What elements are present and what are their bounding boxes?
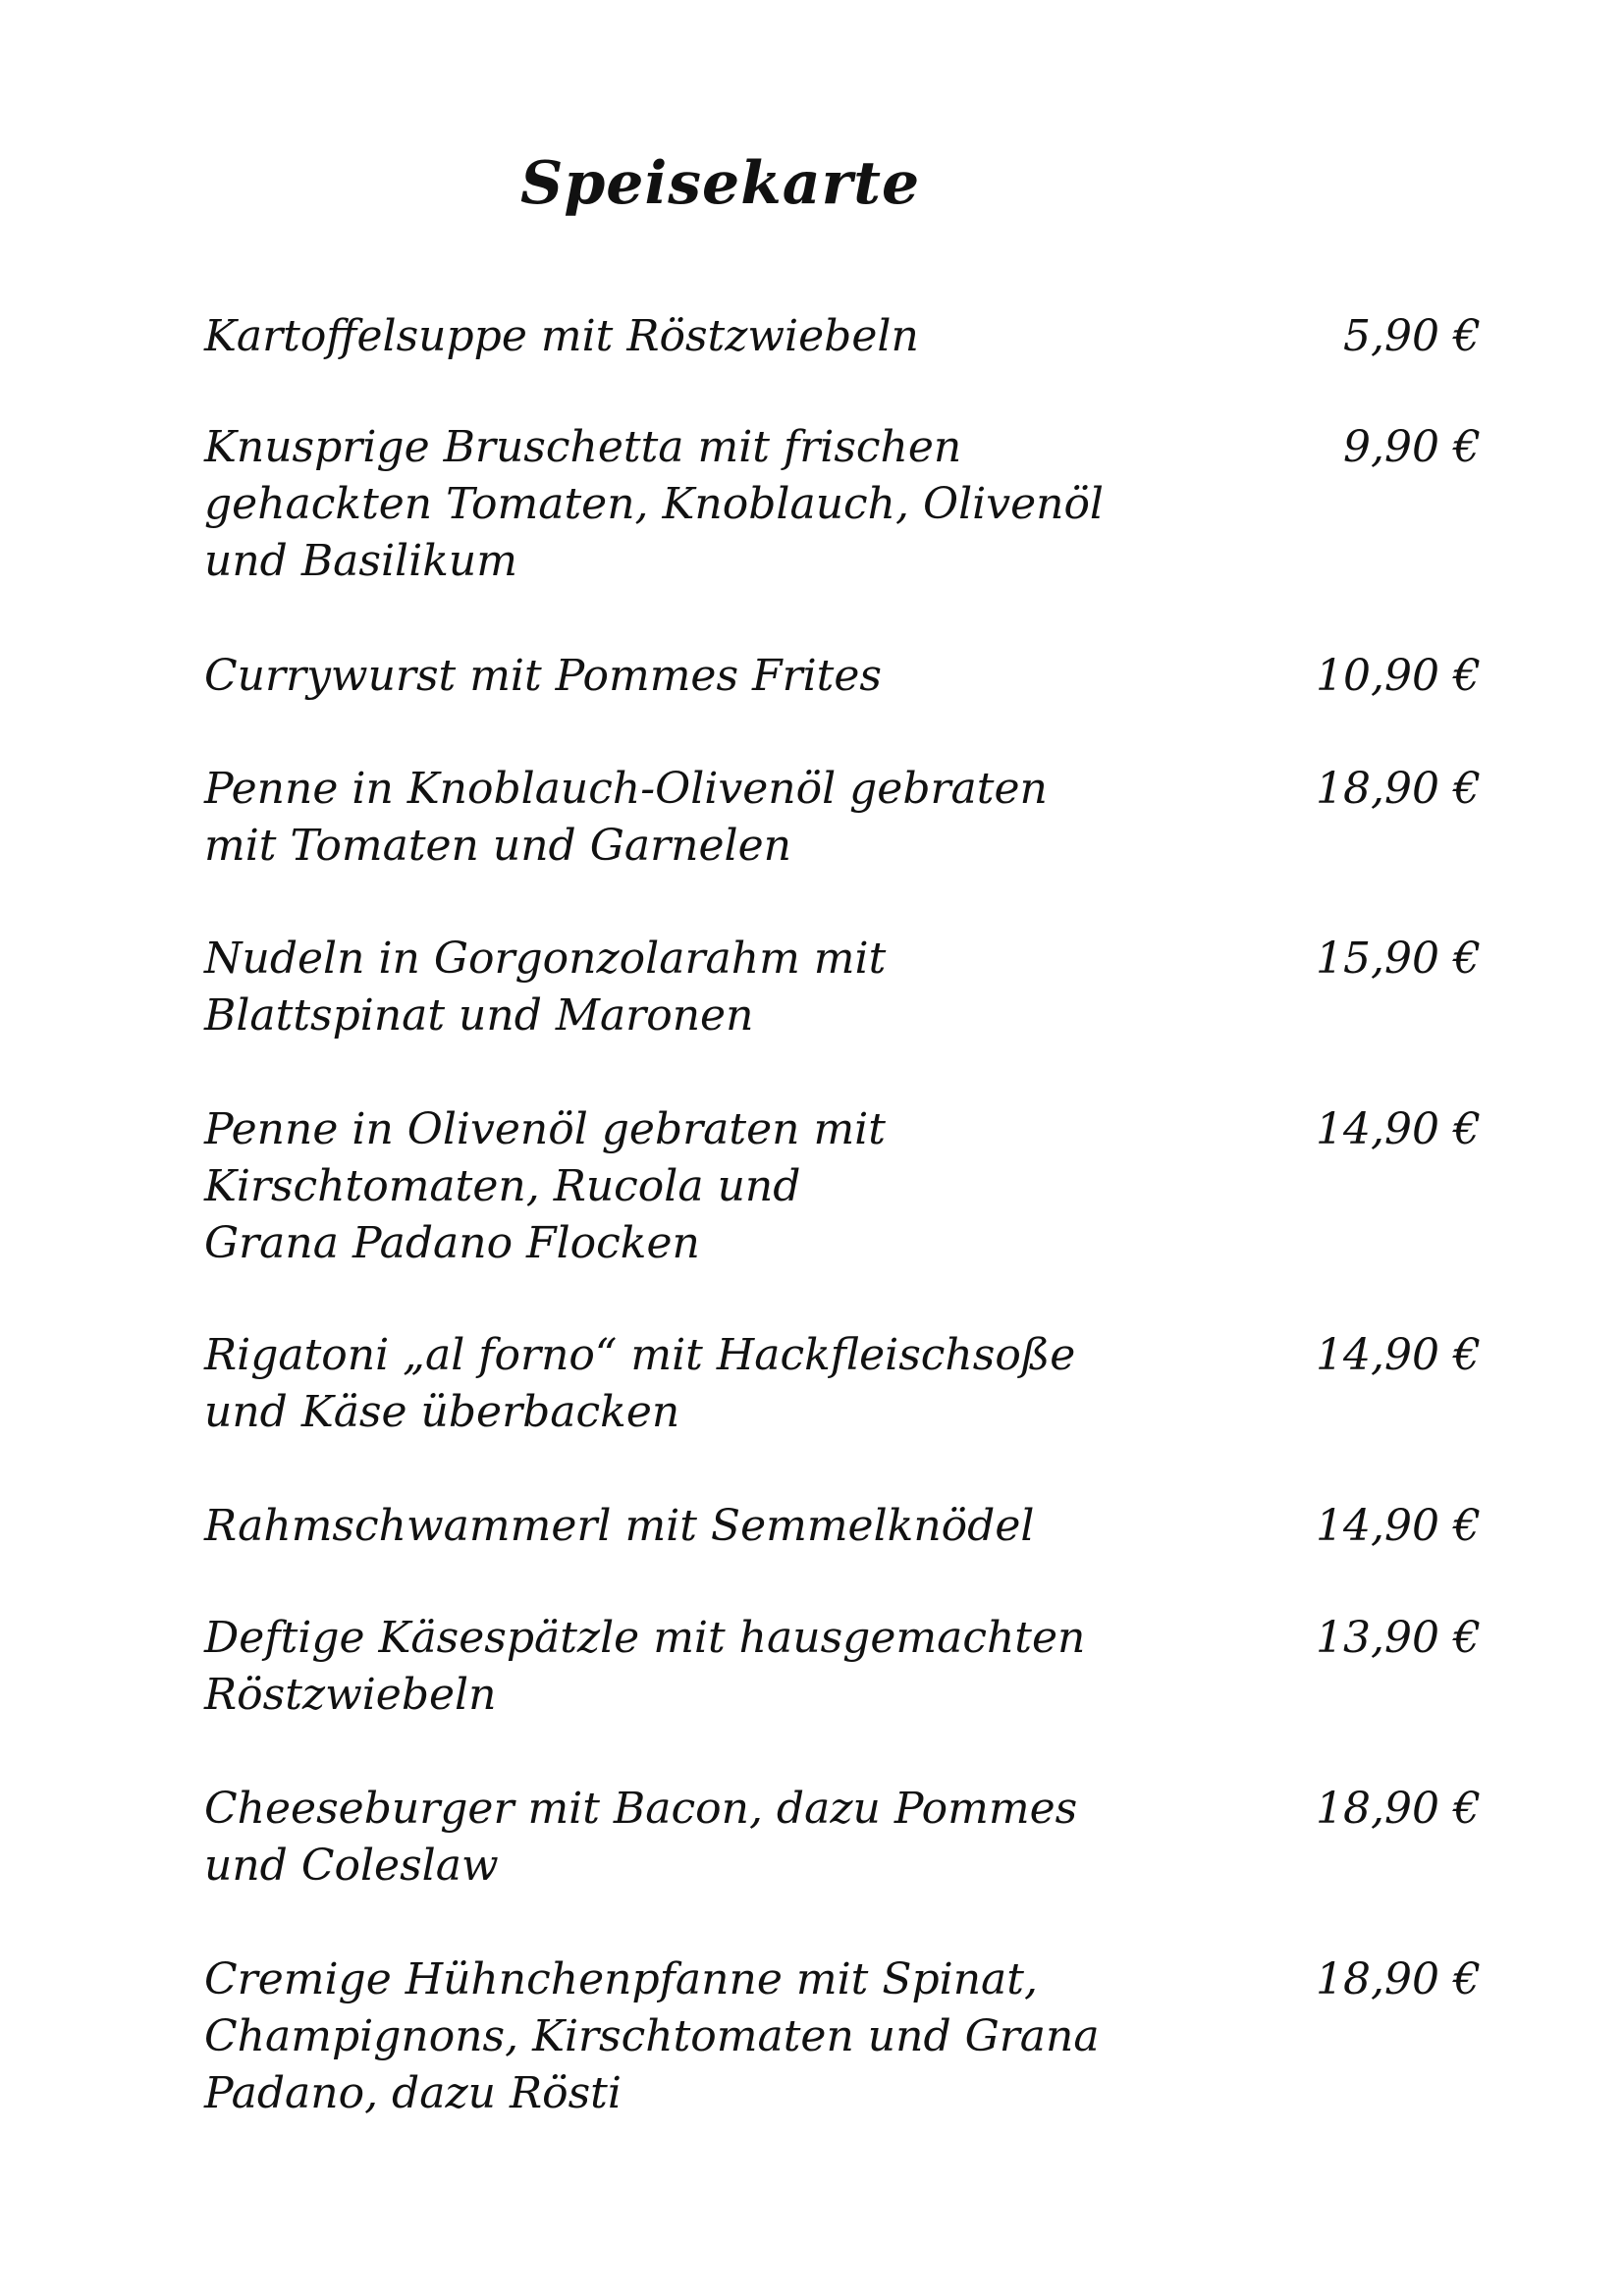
menu-item-price: 18,90 € xyxy=(1316,1954,1481,2004)
menu-item-name xyxy=(204,1498,1186,1555)
menu-item-line: Rahmschwammerl mit Semmelknödel xyxy=(204,1501,1035,1551)
menu-item-line: und Käse überbacken xyxy=(204,1387,680,1437)
menu-item-line: und Coleslaw xyxy=(204,1841,499,1891)
menu-item-line: Deftige Käsespätzle mit hausgemachten xyxy=(204,1613,1086,1663)
menu-item-line: gehackten Tomaten, Knoblauch, Olivenöl xyxy=(204,479,1105,529)
menu-item-name xyxy=(204,1327,1186,1441)
menu-item-line: und Basilikum xyxy=(204,536,517,586)
menu-item-line: Nudeln in Gorgonzolarahm mit xyxy=(204,934,887,984)
menu-item-price: 14,90 € xyxy=(1316,1104,1481,1154)
menu-item-name xyxy=(204,648,1186,705)
menu-item-line: Röstzwiebeln xyxy=(204,1670,497,1720)
menu-item-name xyxy=(204,1101,1186,1272)
menu-item-line: Champignons, Kirschtomaten und Grana xyxy=(204,2011,1100,2061)
menu-item-name xyxy=(204,1781,1186,1895)
menu-item-price: 9,90 € xyxy=(1343,422,1481,472)
menu-item-line: Cheeseburger mit Bacon, dazu Pommes xyxy=(204,1784,1078,1834)
menu-item-price: 5,90 € xyxy=(1343,311,1481,361)
menu-item-name xyxy=(204,419,1186,590)
menu-item-price: 13,90 € xyxy=(1316,1613,1481,1663)
menu-item-line: Penne in Olivenöl gebraten mit xyxy=(204,1104,886,1154)
menu-item-name xyxy=(204,931,1186,1044)
menu-item-name xyxy=(204,1951,1186,2122)
menu-item-line: mit Tomaten und Garnelen xyxy=(204,821,791,871)
menu-item-line: Grana Padano Flocken xyxy=(204,1218,700,1268)
menu-item-price: 14,90 € xyxy=(1316,1330,1481,1380)
menu-item-line: Penne in Knoblauch-Olivenöl gebraten xyxy=(204,764,1048,814)
menu-item-line: Kartoffelsuppe mit Röstzwiebeln xyxy=(204,311,919,361)
menu-item-name xyxy=(204,1610,1186,1724)
menu-item-price: 15,90 € xyxy=(1316,934,1481,984)
menu-item-name xyxy=(204,761,1186,875)
menu-item-line: Knusprige Bruschetta mit frischen xyxy=(204,422,962,472)
menu-item-line: Blattspinat und Maronen xyxy=(204,990,754,1041)
menu-item-price: 18,90 € xyxy=(1316,764,1481,814)
menu-item-line: Currywurst mit Pommes Frites xyxy=(204,651,882,701)
menu-item-line: Cremige Hühnchenpfanne mit Spinat, xyxy=(204,1954,1038,2004)
menu-item-price: 18,90 € xyxy=(1316,1784,1481,1834)
menu-title: Speisekarte xyxy=(520,149,921,218)
menu-item-name xyxy=(204,308,1186,365)
menu-item-line: Rigatoni „al forno“ mit Hackfleischsoße xyxy=(204,1330,1076,1380)
menu-item-line: Padano, dazu Rösti xyxy=(204,2068,622,2118)
menu-item-price: 10,90 € xyxy=(1316,651,1481,701)
menu-item-price: 14,90 € xyxy=(1316,1501,1481,1551)
menu-item-line: Kirschtomaten, Rucola und xyxy=(204,1161,801,1211)
